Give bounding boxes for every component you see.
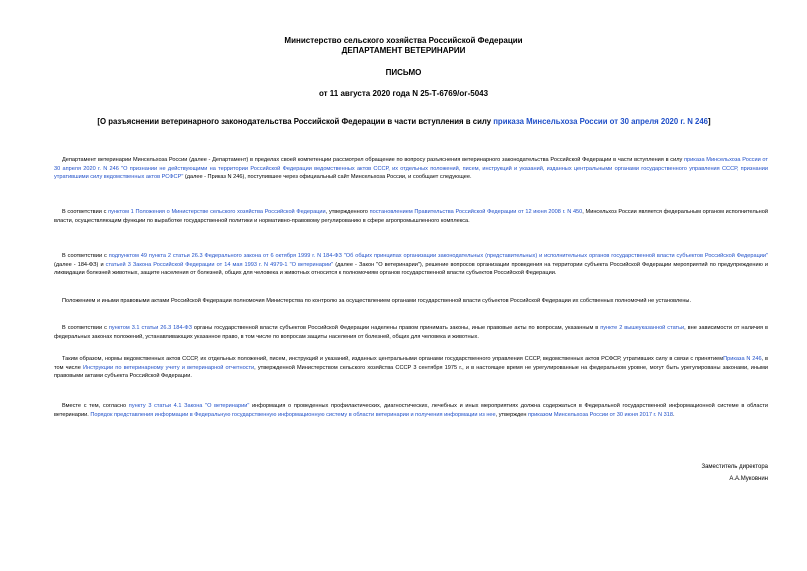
subject-link[interactable]: приказа Минсельхоза России от 30 апреля 2020 г. N 246	[493, 117, 708, 126]
signature-position: Заместитель директора	[701, 464, 768, 470]
paragraph-text: информация о проведенных профилактических, диагностических, лечебных и иных мероприятиях должна содержаться в Федеральной государственной информационной системе в области ветеринарии.	[54, 403, 768, 418]
paragraph-text: органы государственной власти субъектов Российской Федерации наделены правом принимать законы, иные правовые акты по вопросам, указанным в	[191, 325, 601, 331]
paragraph-text: , утвержденного	[325, 209, 370, 215]
paragraph-text: (далее - Приказ N 246), поступившее через официальный сайт Минсельхоза России, и сообщает следующее.	[183, 174, 472, 181]
document-subject	[54, 117, 754, 127]
legal-reference-link[interactable]: Инструкции по ветеринарному учету и ветеринарной отчетности	[82, 364, 255, 371]
legal-reference-link[interactable]: Порядок представления информации в Федеральную государственную информационную систему в области ветеринарии и получения информации из нее	[90, 411, 496, 418]
paragraph-text: , Минсельхоз России является федеральным органом исполнительной власти, осуществляющим функции по выработке государственной политики и нормативно-правовому регулированию в сфере агропромышленного комплекса.	[54, 209, 768, 224]
paragraph-text: В соответствии с	[62, 253, 109, 259]
document-date-number: от 11 августа 2020 года N 25-Т-6769/ог-5043	[318, 89, 489, 98]
paragraph-6	[54, 355, 768, 381]
legal-reference-link[interactable]: приказом Минсельхоза России от 30 июня 2017 г. N 318	[528, 411, 673, 418]
paragraph-text: , утвержден	[495, 411, 528, 418]
paragraph-2	[54, 208, 768, 225]
paragraph-text: , утвержденной Министерством сельского хозяйства СССР 3 сентября 1975 г., и в настоящее время не урегулированные на федеральном уровне, могут быть урегулированы законами, иными правовыми актами субъекта Российской Федерации.	[54, 364, 768, 380]
paragraph-text: , в том числе	[54, 356, 768, 371]
paragraph-4	[54, 297, 768, 306]
paragraph-text: Департамент ветеринарии Минсельхоза России (далее - Департамент) в пределах своей компетенции рассмотрел обращение по вопросу разъяснения ветеринарного законодательства Российской Федерации в части вступления в силу	[62, 157, 684, 163]
legal-reference-link[interactable]: статьей 3 Закона Российской Федерации от 14 мая 1993 г. N 4979-1 "О ветеринарии"	[105, 261, 334, 268]
paragraph-text: (далее - Закон "О ветеринарии"), решение вопросов организации проведения на территории субъекта Российской Федерации мероприятий по предупреждению и ликвидации болезней животных, защите населения от болезней, общих для человека и животных относится к полномочиям органов государственной власти субъектов Российской Федерации.	[54, 261, 768, 277]
paragraph-text: (далее - 184-ФЗ) и	[54, 261, 106, 268]
subject-suffix: ]	[708, 117, 711, 126]
subject-prefix: [О разъяснении ветеринарного законодательства Российской Федерации в части вступления в силу	[97, 117, 494, 126]
legal-reference-link[interactable]: Приказа N 246	[723, 356, 762, 362]
paragraph-text: В соответствии с	[62, 209, 109, 215]
signature-name: А.А.Муковнин	[729, 476, 768, 482]
paragraph-5	[54, 324, 768, 341]
legal-reference-link[interactable]: приказа Минсельхоза России от 30 апреля 2020 г. N 246 "О признании не действующими на территории Российской Федерации ведомственных актов СССР, их отдельных положений, писем, инструкций и указаний, изданных центральными органами государственного управления СССР, признании утратившими силу ведомственных актов РСФСР"	[54, 157, 768, 181]
legal-reference-link[interactable]: пункту 3 статьи 4.1 Закона "О ветеринарии"	[128, 403, 250, 409]
paragraph-text: , вне зависимости от наличия в федеральных законах положений, устанавливающих указанное право, в том числе по вопросам защиты населения от болезней, общих для человека и животных.	[54, 325, 769, 340]
legal-reference-link[interactable]: пунктом 3.1 статьи 26.3 184-ФЗ	[108, 325, 192, 331]
paragraph-text: Положением и иными правовыми актами Российской Федерации полномочия Министерства по контролю за осуществлением органами государственной власти субъектов Российской Федерации их собственных полномочий не установлены.	[62, 298, 692, 304]
paragraph-text: Вместе с тем, согласно	[62, 403, 129, 409]
paragraph-text: В соответствии с	[62, 325, 109, 331]
document-type: ПИСЬМО	[385, 68, 422, 77]
legal-reference-link[interactable]: постановлением Правительства Российской Федерации от 12 июня 2008 г. N 450	[369, 209, 583, 215]
paragraph-text: Таким образом, нормы ведомственных актов СССР, их отдельных положений, писем, инструкций и указаний, изданных центральными органами государственного управления СССР, ведомственных актов РСФСР, утративших силу в связи с принятием	[62, 356, 724, 362]
paragraph-3	[54, 252, 768, 278]
paragraph-7	[54, 402, 768, 419]
legal-reference-link[interactable]: пункте 2 вышеуказанной статьи	[600, 325, 685, 331]
paragraph-1	[54, 156, 768, 182]
paragraph-text: .	[672, 411, 675, 418]
department-title: ДЕПАРТАМЕНТ ВЕТЕРИНАРИИ	[341, 46, 466, 55]
legal-reference-link[interactable]: подпунктом 49 пункта 2 статьи 26.3 Федерального закона от 6 октября 1999 г. N 184-ФЗ "Об общих принципах организации законодательных (представительных) и исполнительных органов государственной власти субъектов Российской Федерации"	[108, 253, 769, 259]
ministry-title: Министерство сельского хозяйства Российской Федерации	[284, 36, 523, 45]
legal-reference-link[interactable]: пунктом 1 Положения о Министерстве сельского хозяйства Российской Федерации	[108, 209, 326, 215]
